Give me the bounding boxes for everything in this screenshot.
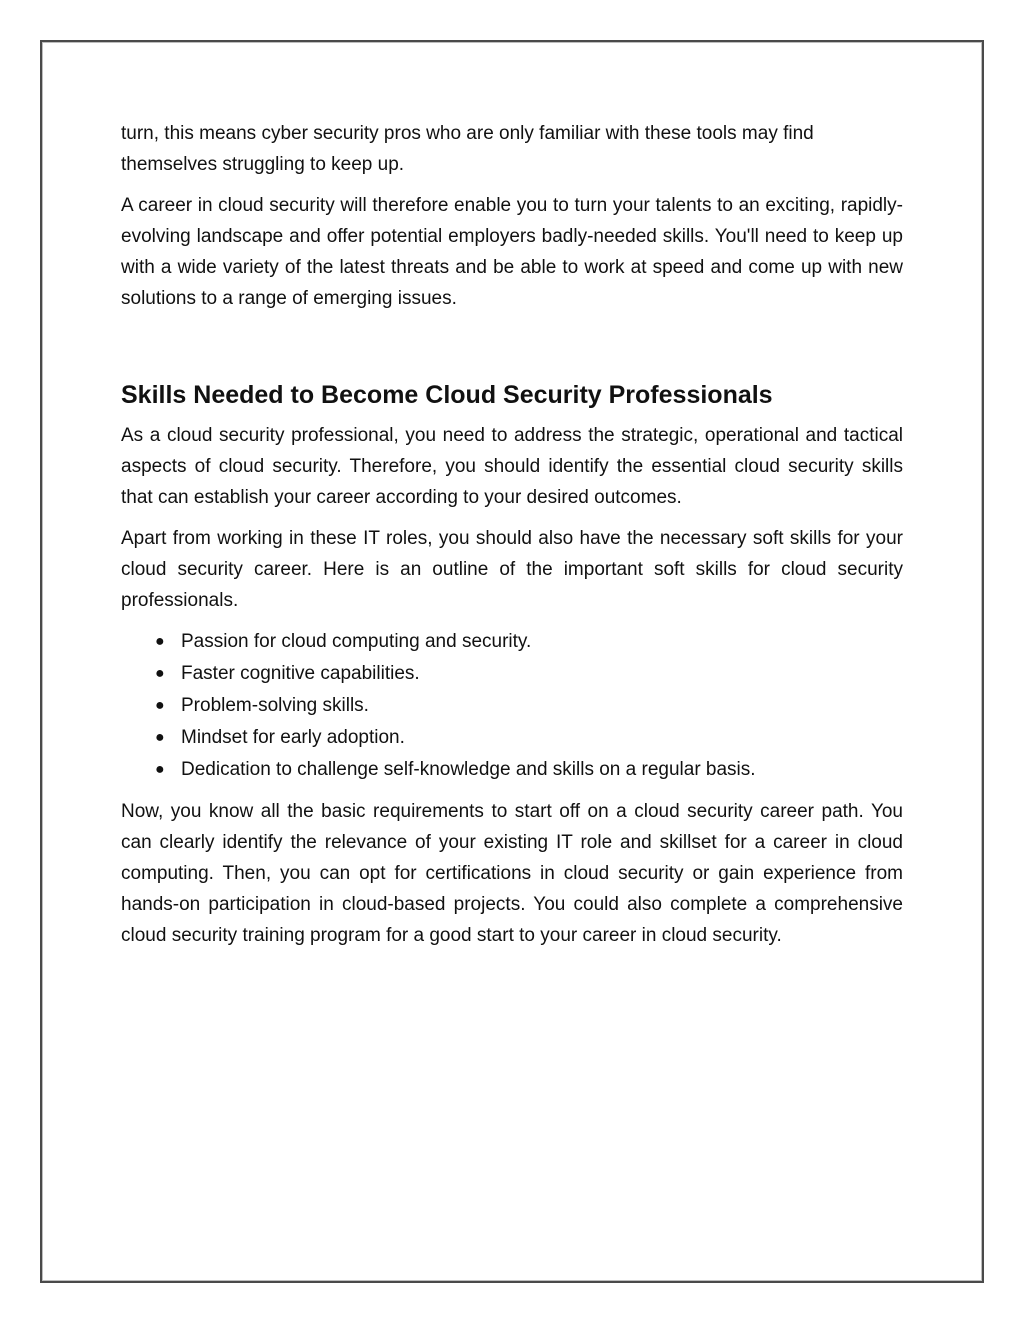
list-item-text: Faster cognitive capabilities. (181, 663, 420, 684)
bullet-icon: ● (155, 665, 165, 682)
section-heading: Skills Needed to Become Cloud Security Professionals (121, 381, 773, 409)
paragraph-conclusion: Now, you know all the basic requirements to start off on a cloud security career path. You can clearly identify the relevance of your existing IT role and skillset for a career in cloud computing. Then, you can opt for certifications in cloud security or gain experience from hands-on participation in cloud-based projects. You could also complete a comprehensive cloud security training program for a good start to your career in cloud security. (121, 801, 903, 946)
list-item-text: Problem-solving skills. (181, 695, 369, 716)
paragraph-continuation: turn, this means cyber security pros who are only familiar with these tools may find themselves struggling to keep up. (121, 123, 814, 175)
bullet-icon: ● (155, 697, 165, 714)
list-item (121, 626, 903, 658)
bullet-icon: ● (155, 761, 165, 778)
list-item-text: Passion for cloud computing and security. (181, 631, 532, 652)
soft-skills-list (121, 626, 903, 786)
list-item-text: Mindset for early adoption. (181, 727, 405, 748)
paragraph-career-intro: A career in cloud security will therefore enable you to turn your talents to an exciting, rapidly-evolving landscape and offer potential employers badly-needed skills. You'll need to keep up with a wide variety of the latest threats and be able to work at speed and come up with new solutions to a range of emerging issues. (121, 195, 903, 309)
paragraph-soft-skills: Apart from working in these IT roles, you should also have the necessary soft skills for your cloud security career. Here is an outline of the important soft skills for cloud security professionals. (121, 528, 903, 611)
list-item (121, 722, 903, 754)
paragraph-skills-intro: As a cloud security professional, you need to address the strategic, operational and tactical aspects of cloud security. Therefore, you should identify the essential cloud security skills that can establish your career according to your desired outcomes. (121, 425, 903, 508)
list-item (121, 658, 903, 690)
document-body (121, 118, 903, 961)
list-item (121, 754, 903, 786)
bullet-icon: ● (155, 633, 165, 650)
bullet-icon: ● (155, 729, 165, 746)
list-item-text: Dedication to challenge self-knowledge and skills on a regular basis. (181, 759, 756, 780)
list-item (121, 690, 903, 722)
